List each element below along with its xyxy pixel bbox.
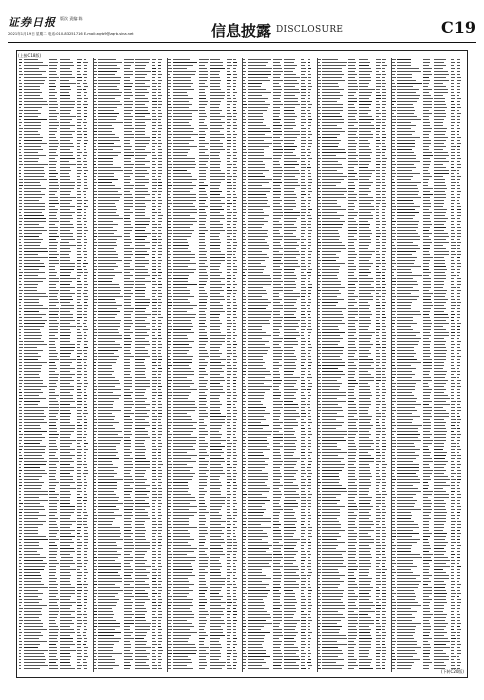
section-title-en: DISCLOSURE xyxy=(276,25,344,35)
table-row xyxy=(318,667,391,670)
disclosure-column xyxy=(392,58,465,672)
disclosure-column xyxy=(19,58,92,672)
disclosure-column xyxy=(318,58,391,672)
column-divider xyxy=(167,58,168,672)
disclosure-column xyxy=(94,58,167,672)
table-row xyxy=(19,667,92,670)
date-contact-line: 2021年1月19日 星期二 电话:010-83251716 E-mail:zqrb9@zqrb.sina.net xyxy=(8,32,134,36)
page-number: C19 xyxy=(441,18,476,37)
table-row xyxy=(168,667,241,670)
newspaper-logo: 证券日报 xyxy=(8,16,56,29)
table-row xyxy=(243,667,316,670)
disclosure-column xyxy=(243,58,316,672)
edition-meta: 版次 责编:陈 xyxy=(60,16,83,21)
table-row xyxy=(94,667,167,670)
masthead-rule xyxy=(8,42,476,43)
continued-to-label: (下转C20版) xyxy=(440,669,464,674)
disclosure-column xyxy=(168,58,241,672)
column-divider xyxy=(391,58,392,672)
section-title-cn: 信息披露 xyxy=(211,22,272,40)
masthead xyxy=(8,14,476,42)
column-divider xyxy=(93,58,94,672)
column-divider xyxy=(317,58,318,672)
continued-from-label: (上接C18版) xyxy=(18,53,42,58)
table-row xyxy=(392,667,465,670)
column-divider xyxy=(242,58,243,672)
